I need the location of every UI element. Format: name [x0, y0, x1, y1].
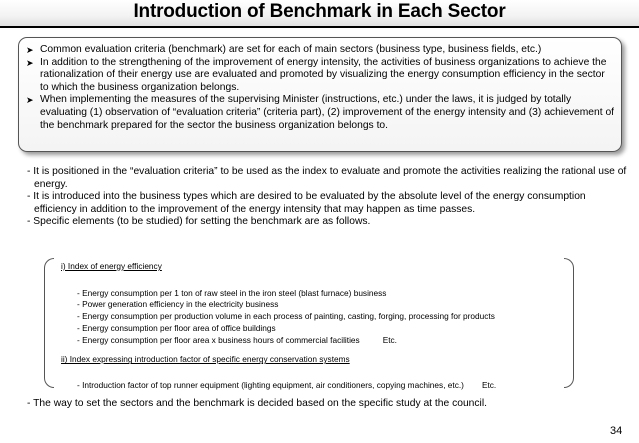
summary-bullet-text: Common evaluation criteria (benchmark) are set for each of main sectors (business type, business fields, etc.): [40, 44, 542, 55]
conservation-item-text: - Introduction factor of top runner equipment (lighting equipment, air conditioners, copying machines, etc.): [77, 379, 464, 390]
body-line: - It is introduced into the business types which are desired to be evaluated by the absolute level of the energy consumption efficiency in addition to the improvement of the energy intensity that may happen as time passes.: [27, 191, 586, 215]
summary-bullet: [26, 94, 615, 132]
efficiency-item: - Energy consumption per 1 ton of raw steel in the iron steel (blast furnace) business: [77, 287, 387, 298]
summary-box: [18, 37, 622, 152]
slide-title: Introduction of Benchmark in Each Sector: [133, 1, 506, 22]
body-line: - It is positioned in the “evaluation criteria” to be used as the index to evaluate and promote the activities realizing the rational use of energy.: [27, 166, 627, 190]
conservation-systems-heading: ii) Index expressing introduction factor of specific energy conservation systems: [61, 354, 350, 365]
conservation-item: [61, 380, 581, 392]
benchmark-elements: [61, 261, 581, 392]
efficiency-item: - Energy consumption per production volume in each process of painting, casting, forging, processing for products: [77, 311, 495, 322]
body-text: [27, 166, 627, 229]
efficiency-item: - Power generation efficiency in the electricity business: [77, 299, 279, 310]
summary-bullet: [26, 57, 615, 95]
summary-bullet: [26, 44, 615, 57]
etc-label: Etc.: [382, 334, 397, 345]
left-bracket: [44, 258, 54, 388]
arrow-bullet-icon: ➤: [26, 57, 34, 68]
etc-label: Etc.: [481, 379, 497, 390]
summary-bullet-text: When implementing the measures of the supervising Minister (instructions, etc.) under the laws, it is judged by totally evaluating (1) observation of “evaluation criteria” (criteria part), (2) improvement of the energy intensity and (3) achievement of the benchmark prepared for the sector the business organization belongs to.: [40, 94, 615, 131]
efficiency-item-text: - Energy consumption per floor area x business hours of commercial facilities: [77, 334, 360, 345]
footer-text: - The way to set the sectors and the benchmark is decided based on the specific study at the council.: [27, 398, 487, 409]
energy-efficiency-heading: i) Index of energy efficiency: [61, 261, 162, 271]
summary-bullet-text: In addition to the strengthening of the improvement of energy intensity, the activities of business organizations to achieve the rationalization of their energy use are evaluated and promoted by visualizing the energy consumption efficiency in the sector to which the business organization belongs.: [40, 56, 607, 93]
arrow-bullet-icon: ➤: [26, 95, 34, 106]
page-number: 34: [610, 425, 623, 437]
body-line: - Specific elements (to be studied) for setting the benchmark are as follows.: [27, 216, 371, 228]
arrow-bullet-icon: ➤: [26, 45, 34, 55]
efficiency-item: - Energy consumption per floor area of office buildings: [77, 322, 276, 333]
efficiency-item-last: [61, 335, 581, 347]
